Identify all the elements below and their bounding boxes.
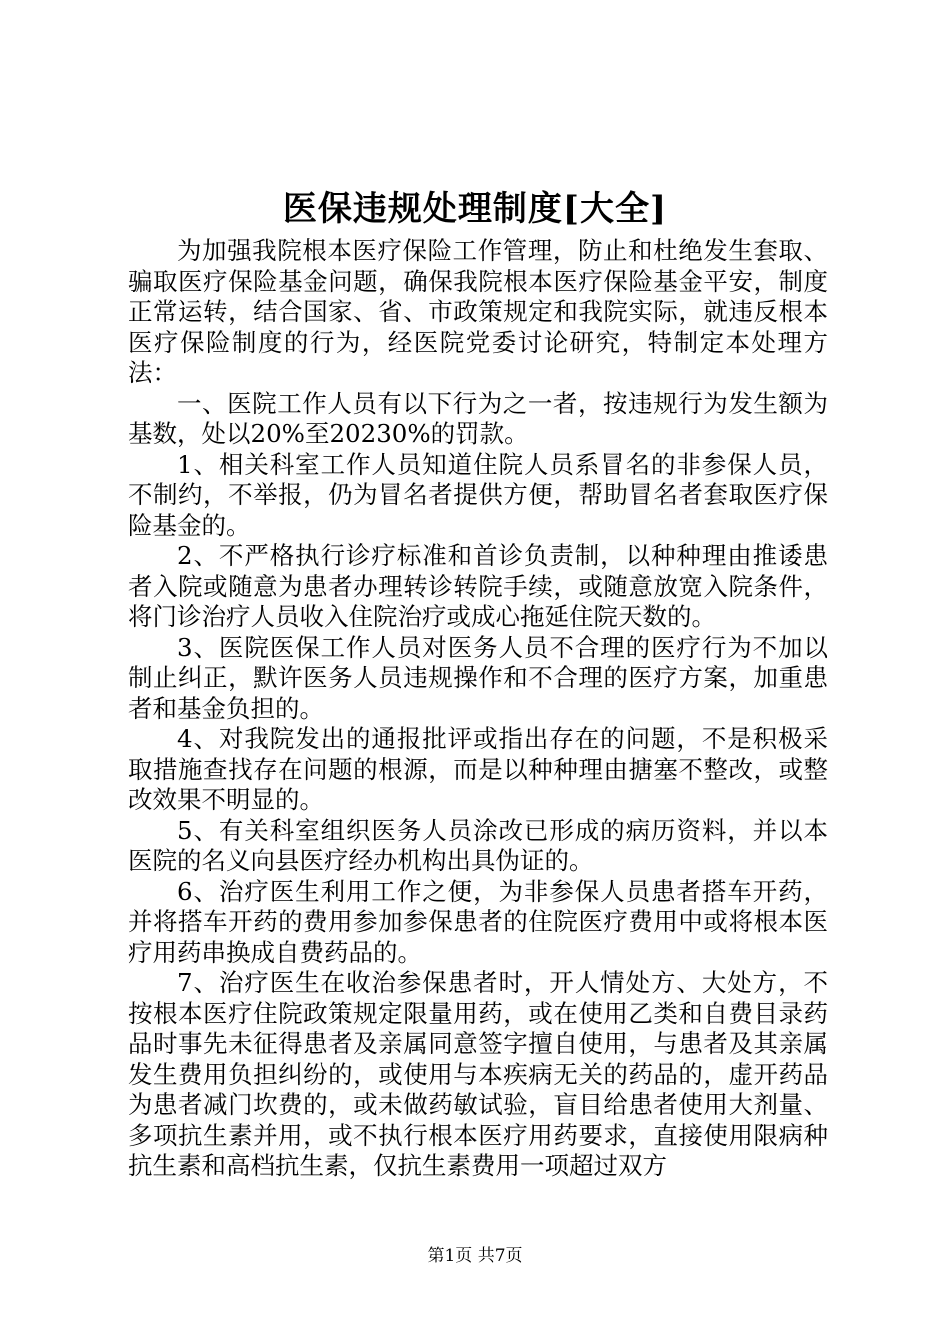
paragraph-item-4: 4、对我院发出的通报批评或指出存在的问题，不是积极采取措施查找存在问题的根源，而是以种种理由搪塞不整改，或整改效果不明显的。 bbox=[128, 724, 828, 814]
paragraph-item-3: 3、医院医保工作人员对医务人员不合理的医疗行为不加以制止纠正，默许医务人员违规操作和不合理的医疗方案，加重患者和基金负担的。 bbox=[128, 632, 828, 723]
paragraph-intro: 为加强我院根本医疗保险工作管理，防止和杜绝发生套取、骗取医疗保险基金问题，确保我院根本医疗保险基金平安，制度正常运转，结合国家、省、市政策规定和我院实际，就违反根本医疗保险制度的行为，经医院党委讨论研究，特制定本处理方法： bbox=[128, 236, 828, 387]
paragraph-item-6: 6、治疗医生利用工作之便，为非参保人员患者搭车开药，并将搭车开药的费用参加参保患者的住院医疗费用中或将根本医疗用药串换成自费药品的。 bbox=[128, 876, 828, 967]
document-title: 医保违规处理制度[大全] bbox=[282, 189, 668, 229]
paragraph-item-1: 1、相关科室工作人员知道住院人员系冒名的非参保人员，不制约，不举报，仍为冒名者提供方便，帮助冒名者套取医疗保险基金的。 bbox=[128, 449, 828, 540]
paragraph-item-5: 5、有关科室组织医务人员涂改已形成的病历资料，并以本医院的名义向县医疗经办机构出具伪证的。 bbox=[128, 815, 828, 875]
paragraph-section-1: 一、医院工作人员有以下行为之一者，按违规行为发生额为基数，处以20%至20230%的罚款。 bbox=[128, 388, 828, 448]
document-body bbox=[128, 236, 828, 1182]
page-footer: 第1页 共7页 bbox=[427, 1246, 523, 1266]
paragraph-item-7: 7、治疗医生在收治参保患者时，开人情处方、大处方，不按根本医疗住院政策规定限量用药，或在使用乙类和自费目录药品时事先未征得患者及亲属同意签字擅自使用，与患者及其亲属发生费用负担纠纷的，或使用与本疾病无关的药品的，虚开药品为患者减门坎费的，或未做药敏试验，盲目给患者使用大剂量、多项抗生素并用，或不执行根本医疗用药要求，直接使用限病种抗生素和高档抗生素，仅抗生素费用一项超过双方 bbox=[128, 968, 828, 1180]
paragraph-item-2: 2、不严格执行诊疗标准和首诊负责制，以种种理由推诿患者入院或随意为患者办理转诊转院手续，或随意放宽入院条件，将门诊治疗人员收入住院治疗或成心拖延住院天数的。 bbox=[128, 541, 828, 631]
